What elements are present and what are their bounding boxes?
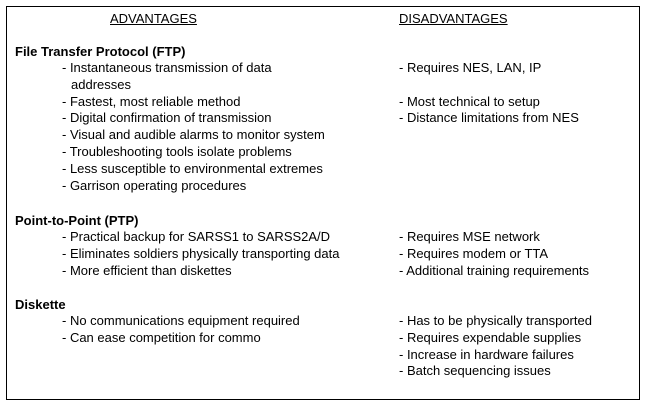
section-diskette: [15, 297, 635, 379]
comparison-table-frame: [6, 6, 640, 400]
section-title-ptp: Point-to-Point (PTP): [15, 213, 139, 228]
ptp-disadvantages-list: [399, 229, 639, 279]
list-item: - Can ease competition for commo: [62, 329, 261, 345]
diskette-advantages-list: [62, 313, 382, 347]
list-item: - Garrison operating procedures: [62, 177, 247, 193]
list-item: - No communications equipment required: [62, 313, 300, 328]
ptp-advantages-list: [62, 229, 382, 279]
list-item: - Distance limitations from NES: [399, 110, 579, 126]
list-item: - Has to be physically transported: [399, 313, 592, 328]
section-ptp: [15, 213, 635, 278]
section-ftp: [15, 44, 635, 193]
list-item: - Instantaneous transmission of data: [62, 60, 272, 75]
ftp-advantages-list: [62, 60, 382, 194]
section-title-diskette: Diskette: [15, 297, 66, 312]
advantages-header: ADVANTAGES: [110, 11, 197, 26]
list-item: - Requires modem or TTA: [399, 245, 549, 261]
list-item: - Eliminates soldiers physically transporting data: [62, 245, 340, 261]
list-item: - Fastest, most reliable method: [62, 93, 241, 109]
list-item: - Practical backup for SARSS1 to SARSS2A/D: [62, 229, 331, 244]
list-item: - Increase in hardware failures: [399, 346, 574, 362]
list-item: - Requires MSE network: [399, 229, 540, 244]
list-item: - Requires expendable supplies: [399, 329, 582, 345]
list-item: - Less susceptible to environmental extremes: [62, 160, 323, 176]
list-spacer: [399, 77, 639, 94]
list-item: - Troubleshooting tools isolate problems: [62, 143, 292, 159]
list-item: - Visual and audible alarms to monitor system: [62, 127, 325, 143]
list-item-continuation: addresses: [71, 76, 131, 92]
diskette-disadvantages-list: [399, 313, 639, 380]
disadvantages-header: DISADVANTAGES: [399, 11, 508, 26]
list-item: - Additional training requirements: [399, 262, 590, 278]
list-item: - Batch sequencing issues: [399, 363, 551, 379]
list-item: - Digital confirmation of transmission: [62, 110, 272, 126]
list-item: - Requires NES, LAN, IP: [399, 60, 542, 75]
list-item: - More efficient than diskettes: [62, 262, 232, 278]
ftp-disadvantages-list: [399, 60, 639, 127]
section-title-ftp: File Transfer Protocol (FTP): [15, 44, 186, 59]
list-item: - Most technical to setup: [399, 93, 540, 109]
